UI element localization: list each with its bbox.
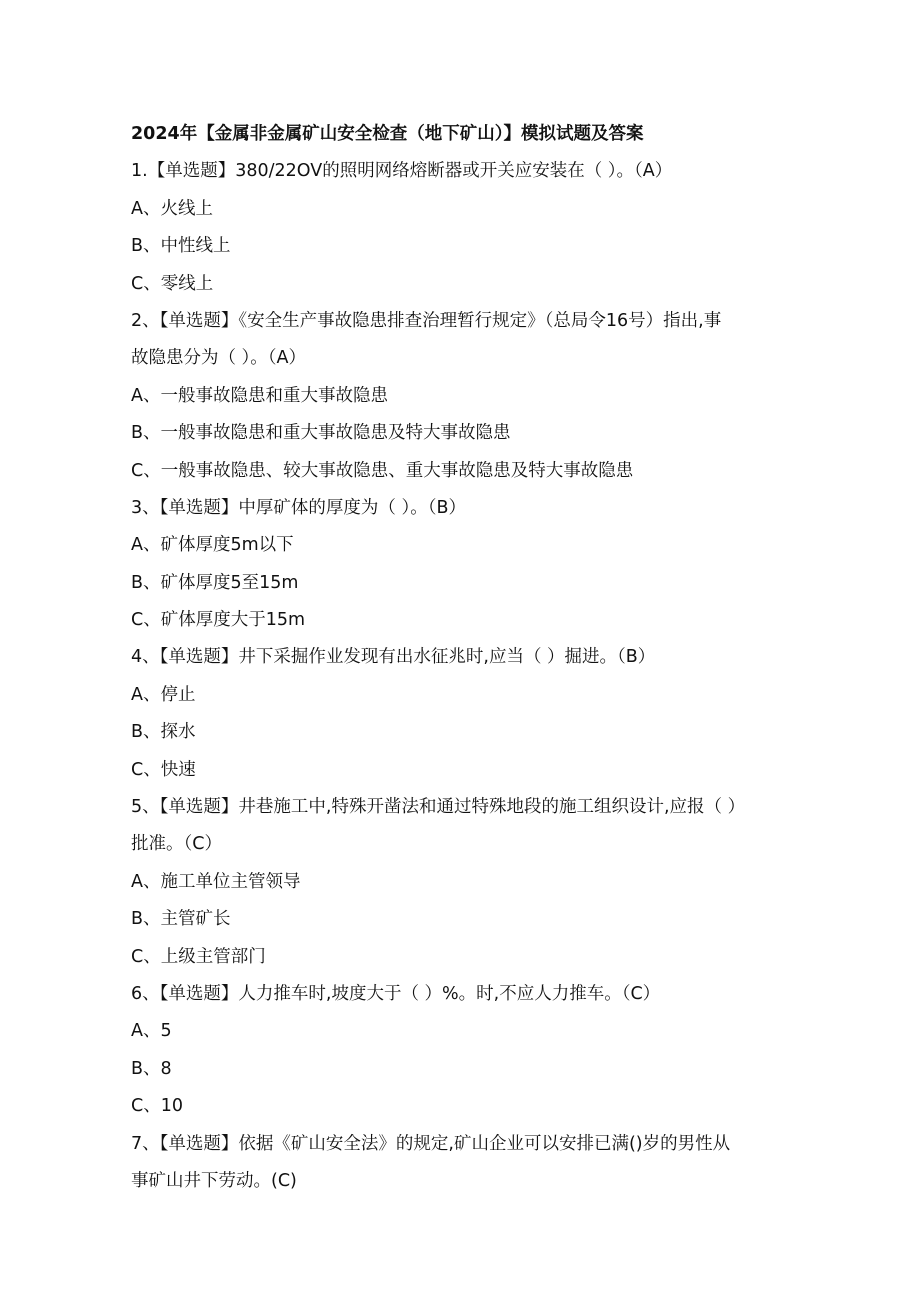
document-body	[131, 116, 811, 1200]
question-6-option-c: C、10	[131, 1096, 183, 1117]
question-7-stem-line-2: 事矿山井下劳动。(C)	[131, 1170, 297, 1191]
question-6-option-a: A、5	[131, 1021, 172, 1042]
question-4-stem: 4、【单选题】井下采掘作业发现有出水征兆时,应当（ ）掘进。（B）	[131, 647, 656, 668]
question-2-option-c: C、一般事故隐患、较大事故隐患、重大事故隐患及特大事故隐患	[131, 460, 634, 481]
question-4-option-c: C、快速	[131, 759, 196, 780]
question-3-option-b: B、矿体厚度5至15m	[131, 572, 299, 593]
question-6-stem: 6、【单选题】人力推车时,坡度大于（ ）%。时,不应人力推车。（C）	[131, 983, 661, 1004]
question-5-option-c: C、上级主管部门	[131, 946, 266, 967]
question-7-stem-line-1: 7、【单选题】依据《矿山安全法》的规定,矿山企业可以安排已满()岁的男性从	[131, 1133, 731, 1154]
question-5-option-b: B、主管矿长	[131, 909, 231, 930]
question-3-stem: 3、【单选题】中厚矿体的厚度为（ ）。（B）	[131, 497, 466, 518]
question-1-option-c: C、零线上	[131, 273, 214, 294]
question-2-stem-line-2: 故隐患分为（ ）。（A）	[131, 348, 307, 369]
question-5-stem-line-2: 批准。（C）	[131, 834, 222, 855]
question-5-option-a: A、施工单位主管领导	[131, 871, 301, 892]
question-5-stem-line-1: 5、【单选题】井巷施工中,特殊开凿法和通过特殊地段的施工组织设计,应报（ ）	[131, 797, 746, 818]
question-1-stem: 1.【单选题】380/22OV的照明网络熔断器或开关应安装在（ ）。（A）	[131, 161, 673, 182]
question-3-option-c: C、矿体厚度大于15m	[131, 610, 306, 631]
question-4-option-a: A、停止	[131, 684, 196, 705]
question-2-stem-line-1: 2、【单选题】《安全生产事故隐患排查治理暂行规定》（总局令16号）指出,事	[131, 310, 722, 331]
question-6-option-b: B、8	[131, 1058, 172, 1079]
question-2-option-a: A、一般事故隐患和重大事故隐患	[131, 385, 388, 406]
question-1-option-a: A、火线上	[131, 198, 213, 219]
question-4-option-b: B、探水	[131, 722, 196, 743]
question-1-option-b: B、中性线上	[131, 236, 231, 257]
question-3-option-a: A、矿体厚度5m以下	[131, 535, 294, 556]
document-title: 2024年【金属非金属矿山安全检查（地下矿山）】模拟试题及答案	[131, 124, 644, 144]
question-2-option-b: B、一般事故隐患和重大事故隐患及特大事故隐患	[131, 423, 511, 444]
